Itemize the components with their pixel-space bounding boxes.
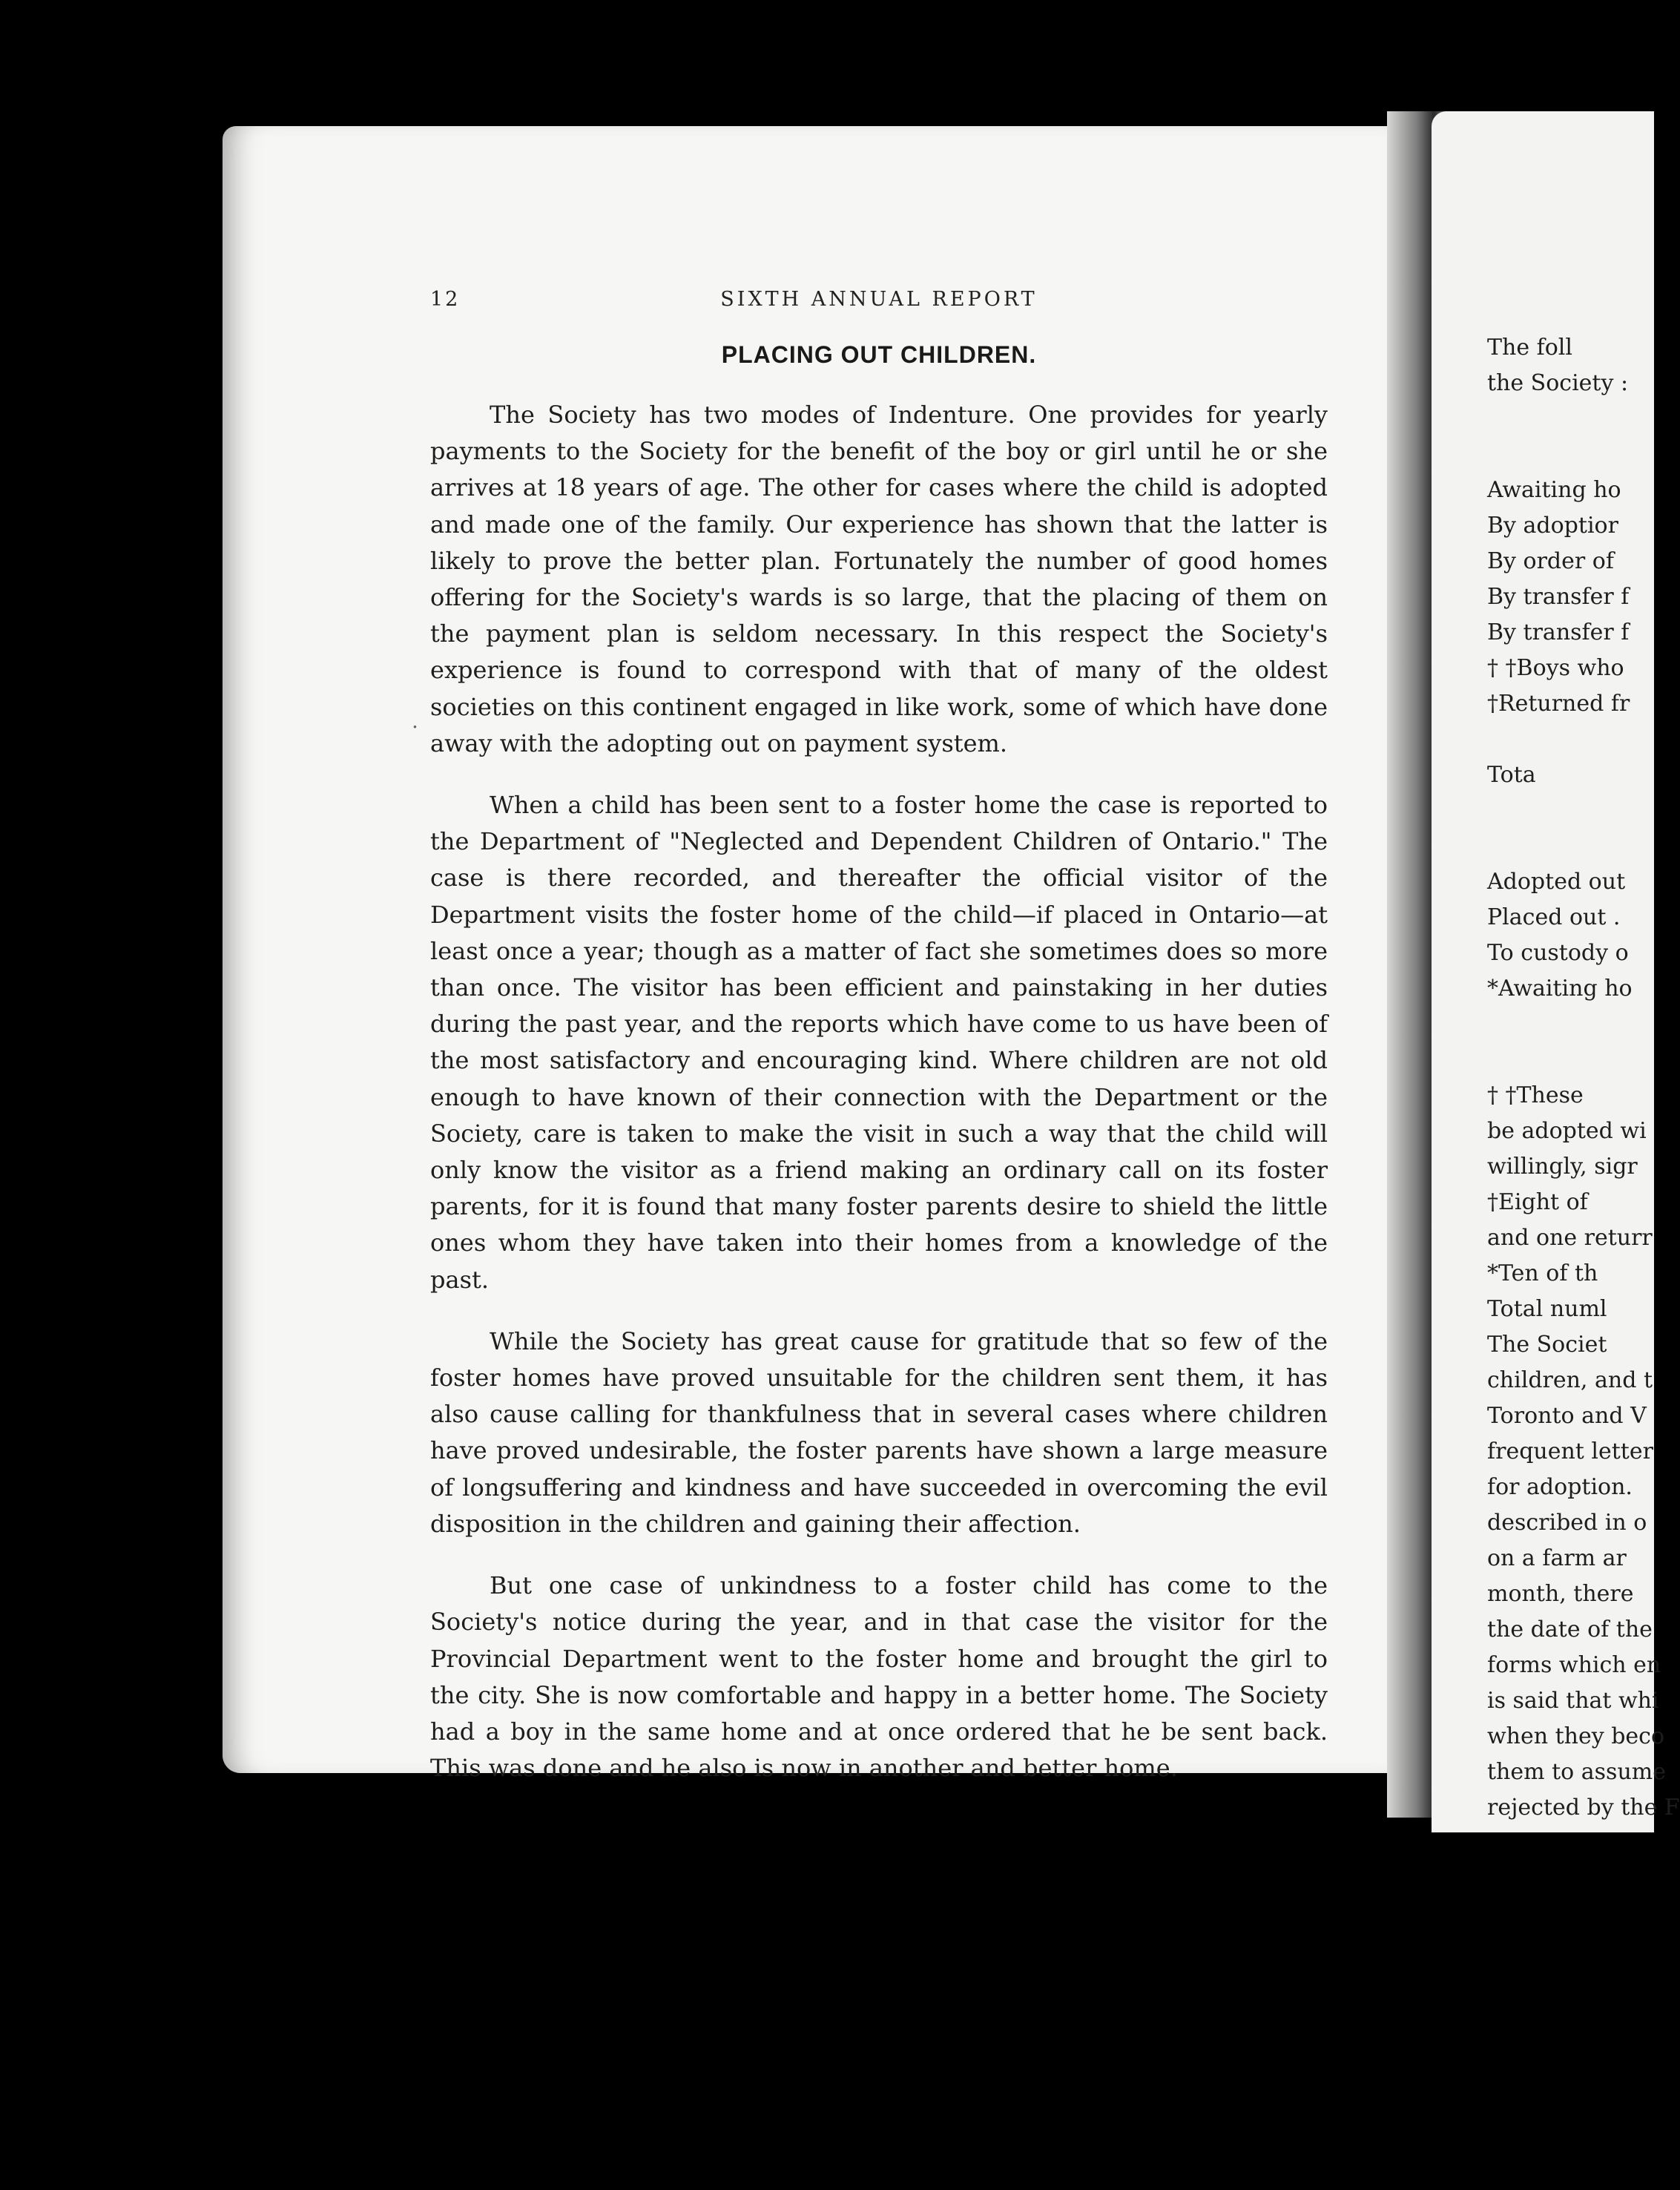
right-page-line: is said that whi (1487, 1688, 1659, 1714)
right-page-line: on a farm ar (1487, 1545, 1627, 1571)
section-title: PLACING OUT CHILDREN. (721, 341, 1037, 368)
right-page-text (1487, 330, 1680, 1826)
right-page-line: *Ten of th (1487, 1260, 1598, 1286)
right-page-line: be adopted wi (1487, 1118, 1647, 1144)
right-page-line (1487, 793, 1658, 829)
right-page-line: rejected by the F (1487, 1795, 1680, 1821)
right-page-line: when they beco (1487, 1723, 1665, 1749)
right-page-line: forms which en (1487, 1652, 1661, 1678)
running-title: SIXTH ANNUAL REPORT (720, 288, 1038, 311)
right-page-line: Adopted out (1487, 869, 1626, 895)
right-page-line: By transfer f (1487, 619, 1630, 645)
right-page-line: †Returned fr (1487, 691, 1630, 717)
right-page-line: *Awaiting ho (1487, 976, 1633, 1002)
right-page-line: willingly, sigr (1487, 1154, 1638, 1180)
right-page-line: for adoption. (1487, 1474, 1633, 1500)
right-page-line: The foll (1487, 335, 1572, 361)
right-page-line: By transfer f (1487, 584, 1630, 610)
right-page-line: By adoptior (1487, 513, 1618, 539)
right-page-line: Tota (1487, 762, 1536, 788)
right-page-line: †Eight of (1487, 1189, 1588, 1215)
right-page-line (1487, 401, 1658, 437)
right-page-line: and one returr (1487, 1225, 1653, 1251)
right-page-line: Placed out . (1487, 904, 1621, 930)
right-page-line (1487, 829, 1658, 864)
page-header (430, 288, 1328, 318)
right-page-line: To custody o (1487, 940, 1629, 966)
page-number: 12 (430, 288, 461, 311)
right-page-line: the Society : (1487, 370, 1629, 396)
right-page-line: † †These (1487, 1082, 1584, 1108)
margin-mark: . (412, 708, 418, 733)
right-page-line: Awaiting ho (1487, 477, 1621, 503)
paragraph-4: But one case of unkindness to a foster child has come to the Society's notice during the year, and in that case the visitor for the Provincial Department went to the foster home and brought the girl to the city. She is now comfortable and happy in a better home. The Society had a boy in the same home and at once ordered that he be sent back. This was done and he also is now in another and better home. (430, 1571, 1328, 1783)
paragraph-1: The Society has two modes of Indenture. One provides for yearly payments to the Society for the benefit of the boy or girl until he or she arrives at 18 years of age. The other for cases where the child is adopted and made one of the family. Our experience has shown that the latter is likely to prove the better plan. Fortunately the number of good homes offering for the Society's wards is so large, that the placing of them on the payment plan is seldom necessary. In this respect the Society's experience is found to correspond with that of many of the oldest societies on this continent engaged in like work, some of which have done away with the adopting out on payment system. (430, 401, 1328, 757)
right-page-line (1487, 1007, 1658, 1042)
right-page-line: Total numl (1487, 1296, 1607, 1322)
paragraph-2: When a child has been sent to a foster home the case is reported to the Department of "Neglected and Dependent Children of Ontario." The case is there recorded, and thereafter the official visitor of the Department visits the foster home of the child—if placed in Ontario—at least once a year; though as a matter of fact she sometimes does so more than once. The visitor has been efficient and painstaking in her duties during the past year, and the reports which have come to us have been of the most satisfactory and encouraging kind. Where children are not old enough to have known of their connection with the Department or the Society, care is taken to make the visit in such a way that the child will only know the visitor as a friend making an ordinary call on its foster parents, for it is found that many foster parents desire to shield the little ones whom they have taken into their homes from a knowledge of the past. (430, 791, 1328, 1294)
right-page-line: children, and t (1487, 1367, 1653, 1393)
right-page-line: them to assume (1487, 1759, 1666, 1785)
right-page-line: The Societ (1487, 1332, 1607, 1358)
right-page-line: described in o (1487, 1510, 1647, 1536)
right-page-line: † †Boys who (1487, 655, 1624, 681)
right-page-line: frequent letter (1487, 1438, 1653, 1464)
right-page-line: the date of the (1487, 1617, 1653, 1642)
right-page-line (1487, 722, 1658, 757)
paragraph-3: While the Society has great cause for gratitude that so few of the foster homes have proved unsuitable for the children sent them, it has also cause calling for thankfulness that in several cases where children have proved undesirable, the foster parents have shown a large measure of longsuffering and kindness and have succeeded in overcoming the evil disposition in the children and gaining their affection. (430, 1326, 1328, 1538)
right-page-line: month, there (1487, 1581, 1634, 1607)
right-page-line: Toronto and V (1487, 1403, 1647, 1429)
right-page-line (1487, 1042, 1658, 1078)
body-text (430, 397, 1328, 1812)
right-page-line: By order of (1487, 548, 1614, 574)
right-page-line (1487, 437, 1658, 473)
